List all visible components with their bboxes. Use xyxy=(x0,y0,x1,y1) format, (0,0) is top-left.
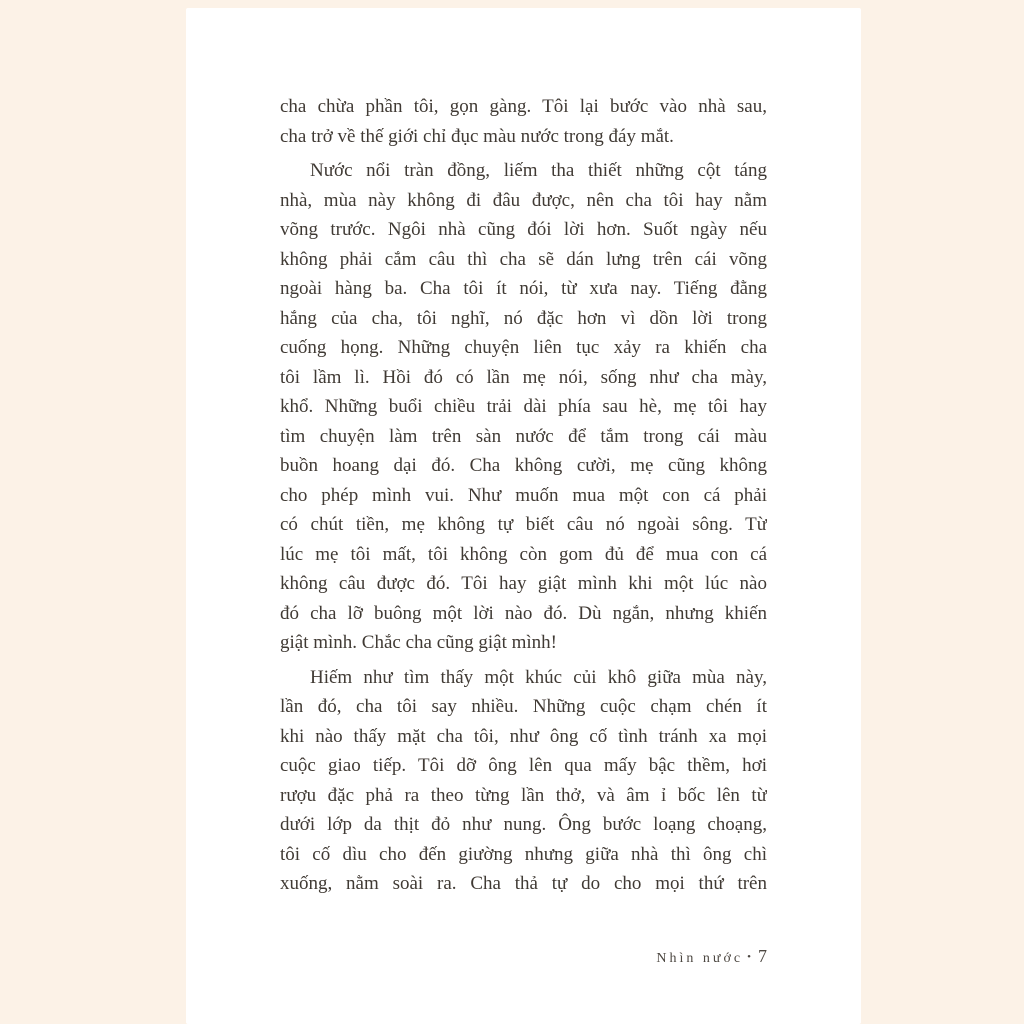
paragraph xyxy=(280,663,767,899)
text-line: có chút tiền, mẹ không tự biết câu nó ngoài sông. Từ xyxy=(280,514,767,535)
text-line: cha chừa phần tôi, gọn gàng. Tôi lại bước vào nhà sau, xyxy=(280,96,767,117)
page-text xyxy=(280,92,767,899)
text-line: tìm chuyện làm trên sàn nước để tắm trong cái màu xyxy=(280,425,767,447)
text-line: tôi cố dìu cho đến giường nhưng giữa nhà thì ông chì xyxy=(280,843,767,865)
text-line: không câu được đó. Tôi hay giật mình khi một lúc nào xyxy=(280,573,767,594)
text-line: lúc mẹ tôi mất, tôi không còn gom đủ để mua con cá xyxy=(280,543,767,565)
book-page xyxy=(186,8,861,1024)
text-line: cuộc giao tiếp. Tôi dỡ ông lên qua mấy bậc thềm, hơi xyxy=(280,755,767,776)
text-line: nhà, mùa này không đi đâu được, nên cha tôi hay nằm xyxy=(280,189,767,211)
text-line: võng trước. Ngôi nhà cũng đói lời hơn. Suốt ngày nếu xyxy=(280,219,767,240)
text-line: buồn hoang dại đó. Cha không cười, mẹ cũng không xyxy=(280,455,767,476)
text-line: khi nào thấy mặt cha tôi, như ông cố tình tránh xa mọi xyxy=(280,725,767,747)
text-line: cuống họng. Những chuyện liên tục xảy ra khiến cha xyxy=(280,337,767,358)
text-line: Nước nổi tràn đồng, liếm tha thiết những cột táng xyxy=(310,160,767,181)
text-line: không phải cắm câu thì cha sẽ dán lưng trên cái võng xyxy=(280,248,767,270)
text-line: lần đó, cha tôi say nhiều. Những cuộc chạm chén ít xyxy=(280,696,767,717)
running-title: Nhìn nước xyxy=(656,951,744,966)
text-line: rượu đặc phả ra theo từng lần thở, và âm ỉ bốc lên từ xyxy=(280,784,767,806)
text-line: ngoài hàng ba. Cha tôi ít nói, từ xưa nay. Tiếng đằng xyxy=(280,278,767,299)
text-line: xuống, nằm soài ra. Cha thả tự do cho mọi thứ trên xyxy=(280,873,767,894)
text-line: hắng của cha, tôi nghĩ, nó đặc hơn vì dồn lời trong xyxy=(280,307,767,329)
text-line: giật mình. Chắc cha cũng giật mình! xyxy=(280,632,558,653)
page-footer xyxy=(280,946,767,967)
page-number: 7 xyxy=(758,946,767,966)
text-line: đó cha lỡ buông một lời nào đó. Dù ngắn, nhưng khiến xyxy=(280,602,767,624)
text-line: tôi lầm lì. Hồi đó có lần mẹ nói, sống như cha mày, xyxy=(280,366,767,388)
paragraph xyxy=(280,92,767,151)
text-line: cho phép mình vui. Như muốn mua một con cá phải xyxy=(280,484,767,506)
text-line: Hiếm như tìm thấy một khúc củi khô giữa mùa này, xyxy=(310,666,767,688)
text-line: khổ. Những buổi chiều trải dài phía sau hè, mẹ tôi hay xyxy=(280,396,767,417)
paragraph xyxy=(280,156,767,658)
footer-separator-dot: • xyxy=(747,951,751,963)
text-line: dưới lớp da thịt đỏ như nung. Ông bước loạng choạng, xyxy=(280,814,767,835)
text-line: cha trở về thế giới chỉ đục màu nước trong đáy mắt. xyxy=(280,125,674,147)
